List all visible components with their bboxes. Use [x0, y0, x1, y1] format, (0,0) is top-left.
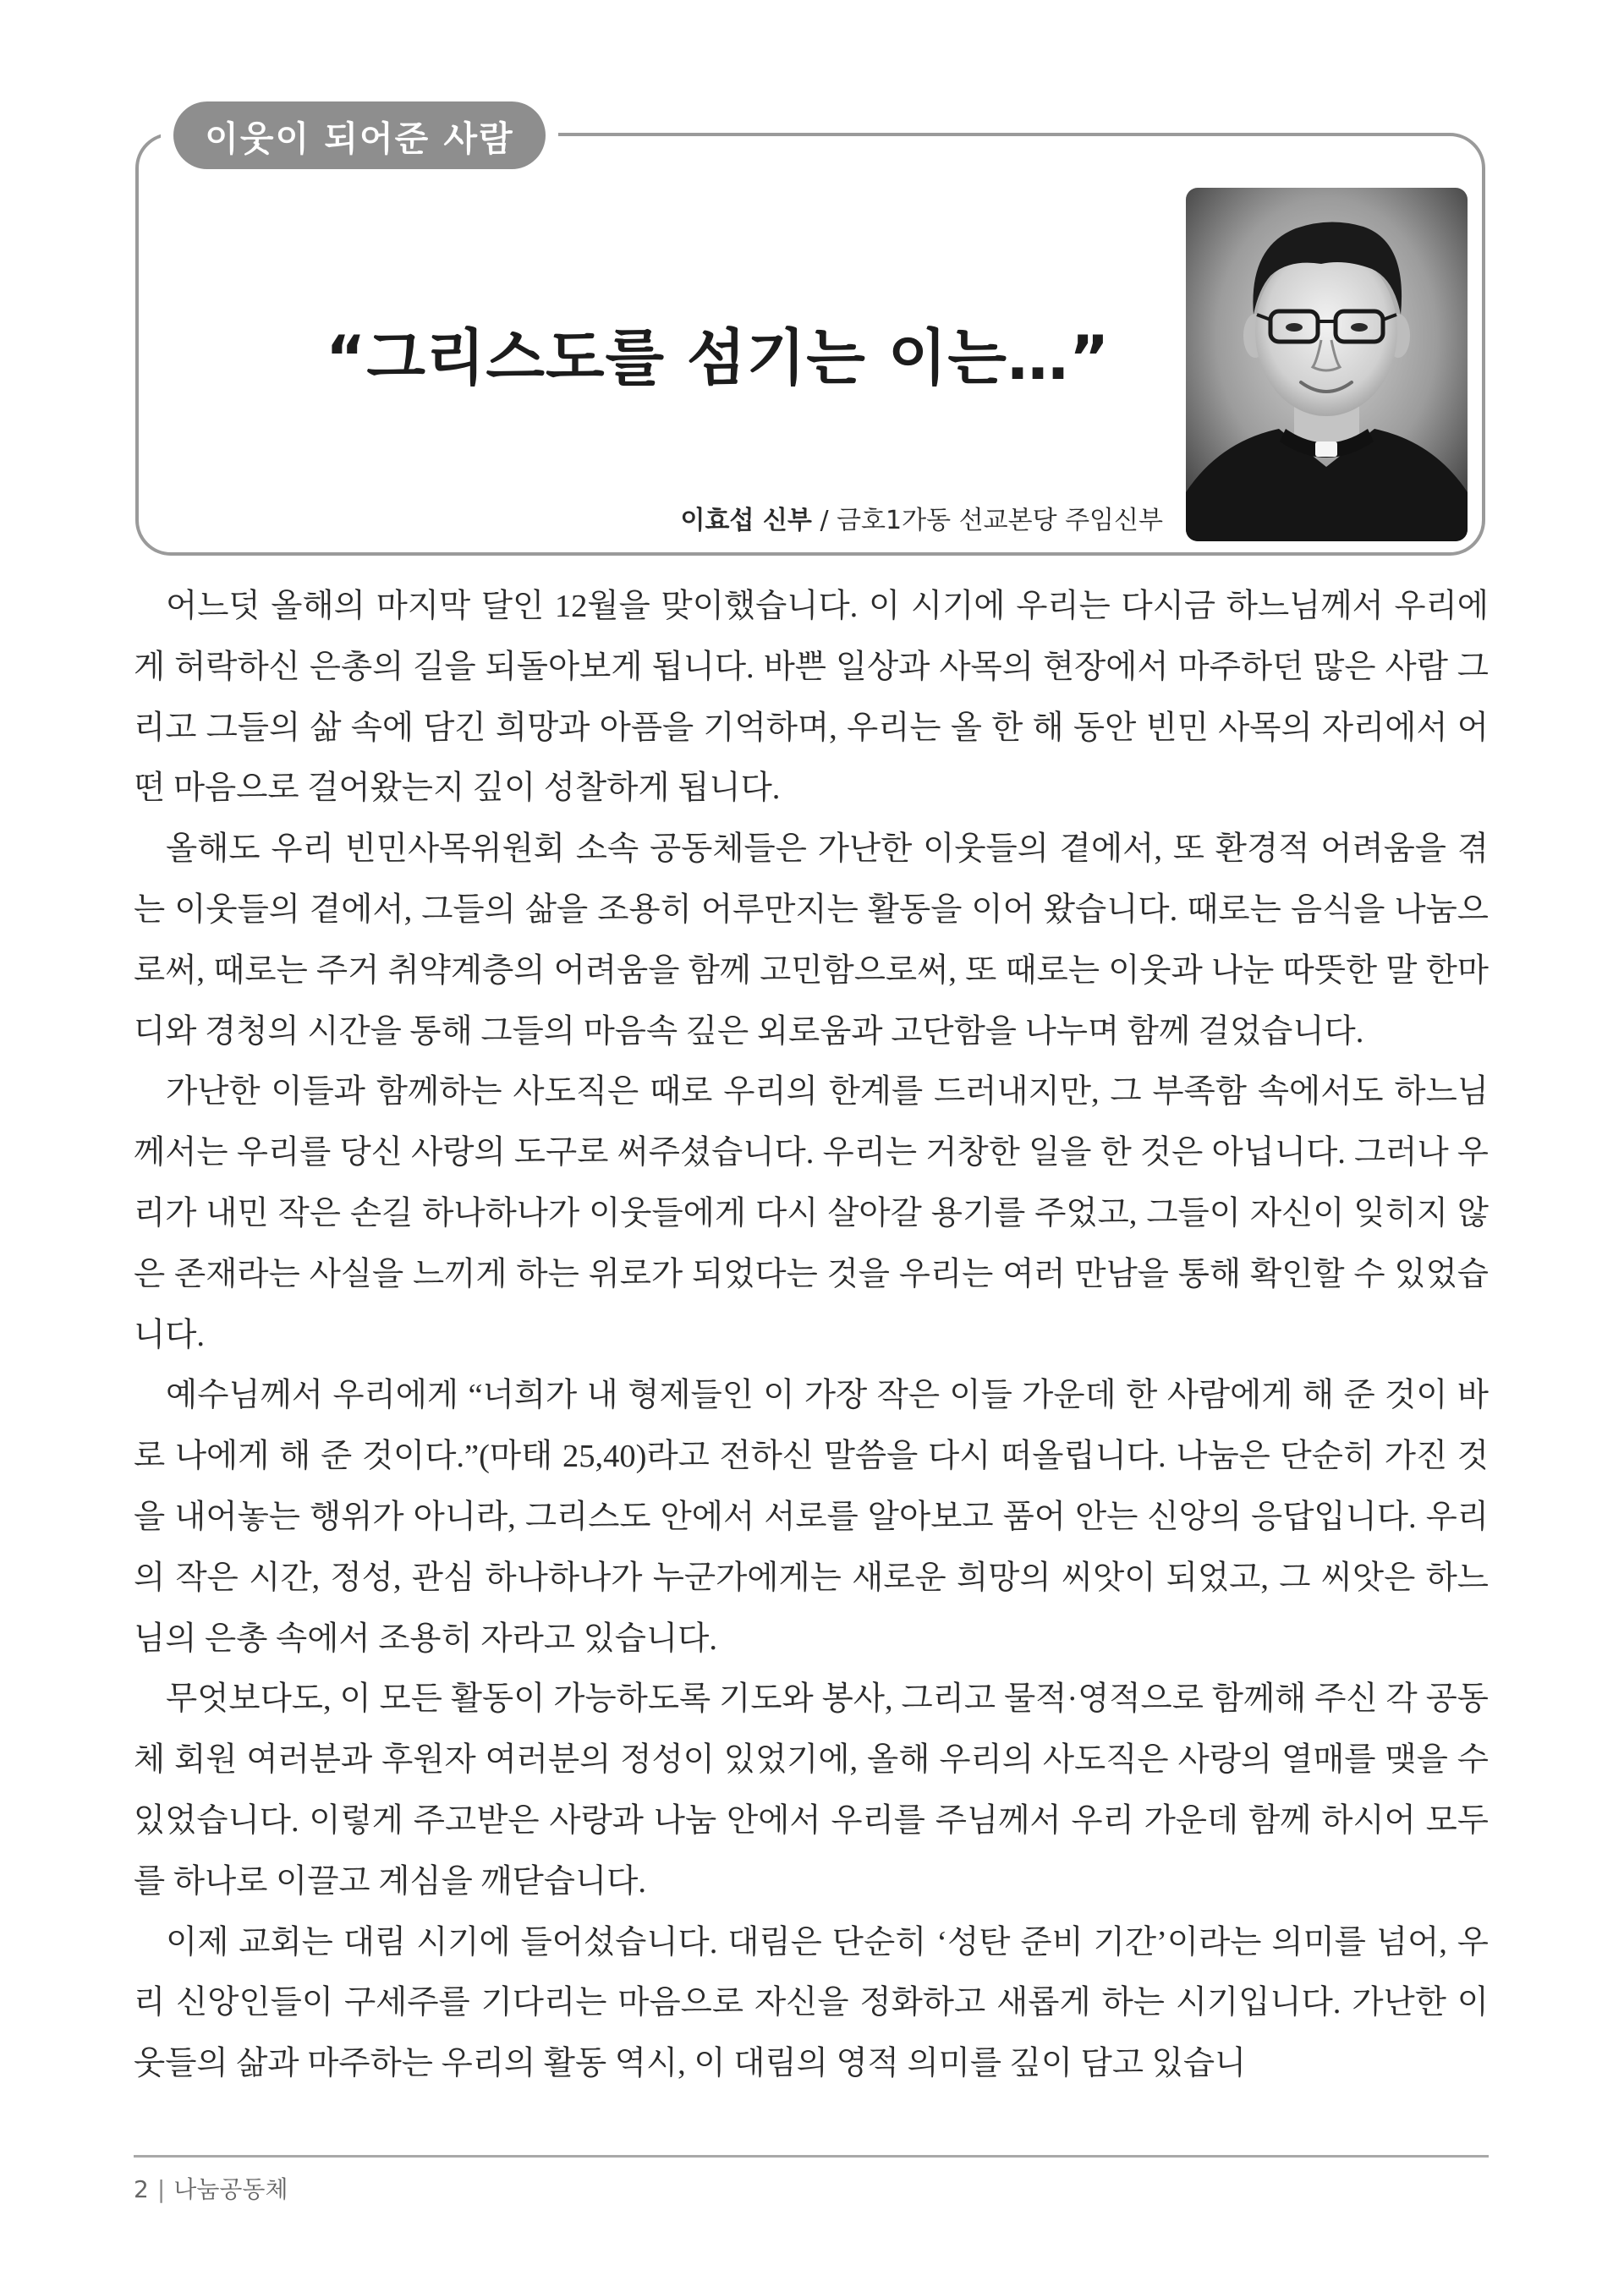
- byline: [681, 499, 1163, 536]
- body-paragraph: 가난한 이들과 함께하는 사도직은 때로 우리의 한계를 드러내지만, 그 부족함 속에서도 하느님께서는 우리를 당신 사랑의 도구로 써주셨습니다. 우리는 거창한 일을 한 것은 아닙니다. 그러나 우리가 내민 작은 손길 하나하나가 이웃들에게 다시 살아갈 용기를 주었고, 그들이 자신이 잊히지 않은 존재라는 사실을 느끼게 하는 위로가 되었다는 것을 우리는 여러 만남을 통해 확인할 수 있었습니다.: [134, 1074, 1489, 1353]
- body-paragraph: 올해도 우리 빈민사목위원회 소속 공동체들은 가난한 이웃들의 곁에서, 또 환경적 어려움을 겪는 이웃들의 곁에서, 그들의 삶을 조용히 어루만지는 활동을 이어 왔습니다. 때로는 음식을 나눔으로써, 때로는 주거 취약계층의 어려움을 함께 고민함으로써, 또 때로는 이웃과 나눈 따뜻한 말 한마디와 경청의 시간을 통해 그들의 마음속 깊은 외로움과 고단함을 나누며 함께 걸었습니다.: [134, 831, 1489, 1050]
- article-body: [134, 577, 1489, 2095]
- author-role: / 금호1가동 선교본당 주임신부: [820, 506, 1163, 535]
- page-footer: [134, 2171, 288, 2205]
- body-paragraph: 이제 교회는 대림 시기에 들어섰습니다. 대림은 단순히 ‘성탄 준비 기간’이라는 의미를 넘어, 우리 신앙인들이 구세주를 기다리는 마음으로 자신을 정화하고 새롭게 하는 시기입니다. 가난한 이웃들의 삶과 마주하는 우리의 활동 역시, 이 대림의 영적 의미를 깊이 담고 있습니: [134, 1924, 1489, 2082]
- body-paragraph: 어느덧 올해의 마지막 달인 12월을 맞이했습니다. 이 시기에 우리는 다시금 하느님께서 우리에게 허락하신 은총의 길을 되돌아보게 됩니다. 바쁜 일상과 사목의 현장에서 마주하던 많은 사람 그리고 그들의 삶 속에 담긴 희망과 아픔을 기억하며, 우리는 올 한 해 동안 빈민 사목의 자리에서 어떤 마음으로 걸어왔는지 깊이 성찰하게 됩니다.: [134, 589, 1489, 807]
- author-name: 이효섭 신부: [680, 506, 812, 535]
- author-portrait: [1186, 188, 1468, 541]
- footer-separator: |: [156, 2175, 166, 2203]
- body-paragraph: 예수님께서 우리에게 “너희가 내 형제들인 이 가장 작은 이들 가운데 한 사람에게 해 준 것이 바로 나에게 해 준 것이다.”(마태 25,40)라고 전하신 말씀을 다시 떠올립니다. 나눔은 단순히 가진 것을 내어놓는 행위가 아니라, 그리스도 안에서 서로를 알아보고 품어 안는 신앙의 응답입니다. 우리의 작은 시간, 정성, 관심 하나하나가 누군가에게는 새로운 희망의 씨앗이 되었고, 그 씨앗은 하느님의 은총 속에서 조용히 자라고 있습니다.: [134, 1378, 1489, 1657]
- section-tag: 이웃이 되어준 사람: [173, 101, 546, 169]
- footer-divider: [134, 2155, 1489, 2158]
- publication-name: 나눔공동체: [173, 2175, 288, 2203]
- body-paragraph: 무엇보다도, 이 모든 활동이 가능하도록 기도와 봉사, 그리고 물적·영적으로 함께해 주신 각 공동체 회원 여러분과 후원자 여러분의 정성이 있었기에, 올해 우리의 사도직은 사랑의 열매를 맺을 수 있었습니다. 이렇게 주고받은 사랑과 나눔 안에서 우리를 주님께서 우리 가운데 함께 하시어 모두를 하나로 이끌고 계심을 깨닫습니다.: [134, 1681, 1489, 1900]
- article-title: “그리스도를 섬기는 이는…”: [326, 322, 1111, 393]
- page-number: 2: [134, 2175, 149, 2203]
